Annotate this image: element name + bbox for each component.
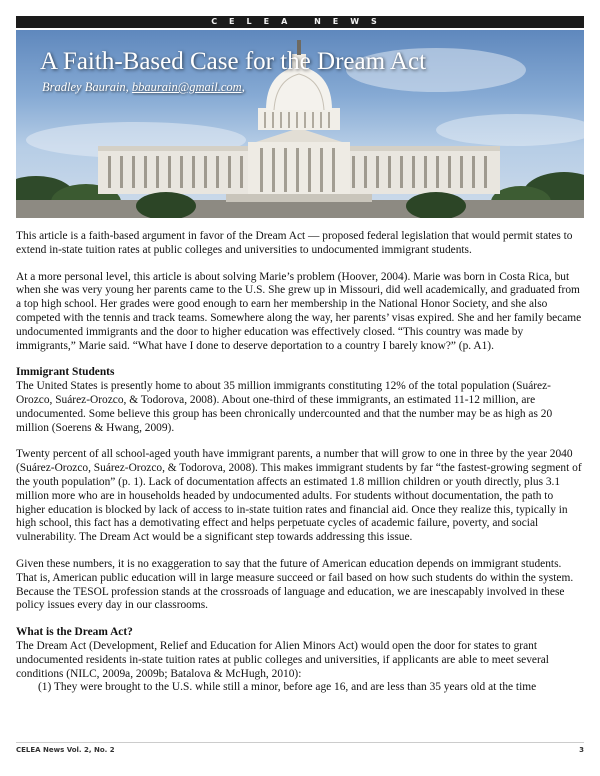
article-title: A Faith-Based Case for the Dream Act — [40, 48, 427, 75]
hero-image — [16, 30, 584, 218]
condition-list-item: (1) They were brought to the U.S. while still a minor, before age 16, and are less than 35 years old at the time — [38, 681, 537, 694]
paragraph-future-of-education: Given these numbers, it is no exaggeration to say that the future of American education depends on immigrant students. That is, American public education will in large measure succeed or fail based on how such students do within the system. Because the TESOL profession stands at the crossroads of language and education, we are inescapably involved in these policy issues every day in our classrooms. — [16, 557, 574, 612]
page-footer — [16, 742, 584, 755]
byline-suffix: , — [241, 80, 245, 94]
article-body — [16, 230, 584, 695]
issue-label: CELEA News Vol. 2, No. 2 — [16, 746, 115, 754]
paragraph-school-aged-youth: Twenty percent of all school-aged youth have immigrant parents, a number that will grow to one in three by the year 2040 (Suárez-Orozco, Suárez-Orozco, & Todorova, 2008). This makes immigrant students by far “the fastest-growing segment of the youth population” (p. 1). Lack of documentation affects an estimated 1.8 million children or youth directly, plus 3.1 million more who are in households headed by undocumented adults. For students without documentation, the path to higher education is blocked by lack of access to in-state tuition rates and financial aid. Once they realize this, typically in high school, this fact has a demotivating effect and helps perpetuate cycles of academic failure, poverty, and social vulnerability. The Dream Act would be a significant step towards addressing this issue. — [16, 448, 582, 544]
page-number: 3 — [579, 746, 584, 754]
intro-paragraph: This article is a faith-based argument in favor of the Dream Act — proposed federal legislation that would permit states to extend in-state tuition rates at public colleges and universities to undocumented immigrant students. — [16, 230, 573, 256]
paragraph-marie: At a more personal level, this article is about solving Marie’s problem (Hoover, 2004). Marie was born in Costa Rica, but when she was very young her parents came to the U.S. She grew up in Missouri, did well academically, and graduated from a top high school. Her grades were good enough to earn her membership in the National Honor Society, and she also competed with the tennis and track teams. Somewhere along the way, her parents’ visas expired. She and her family became undocumented immigrants and the door to higher education was effectively closed. “This country was made by immigrants,” Marie said. “What have I done to deserve deportation to a country I barely know?” (p. A1). — [16, 270, 582, 352]
section-heading-immigrant-students: Immigrant Students — [16, 366, 115, 379]
author-email-link[interactable]: bbaurain@gmail.com — [131, 80, 242, 94]
section-heading-what-is-dream-act: What is the Dream Act? — [16, 626, 133, 639]
byline — [42, 80, 245, 95]
paragraph-dream-act-definition: The Dream Act (Development, Relief and Education for Alien Minors Act) would open the door for states to grant undocumented residents in-state tuition rates at public colleges and universities, if applicants are able to meet several conditions (NILC, 2009a, 2009b; Batalova & McHugh, 2010): — [16, 639, 549, 680]
author-name: Bradley Baurain, — [42, 80, 132, 94]
paragraph-immigrant-population: The United States is presently home to about 35 million immigrants constituting 12% of the total population (Suárez-Orozco, Suárez-Orozco, & Todorova, 2008). About one-third of these immigrants, an estimated 11-12 million, are undocumented. Some believe this group has been chronically undercounted and that the number may be as high as 20 million (Soerens & Hwang, 2009). — [16, 380, 553, 434]
newsletter-banner: CELEA NEWS — [16, 16, 584, 28]
